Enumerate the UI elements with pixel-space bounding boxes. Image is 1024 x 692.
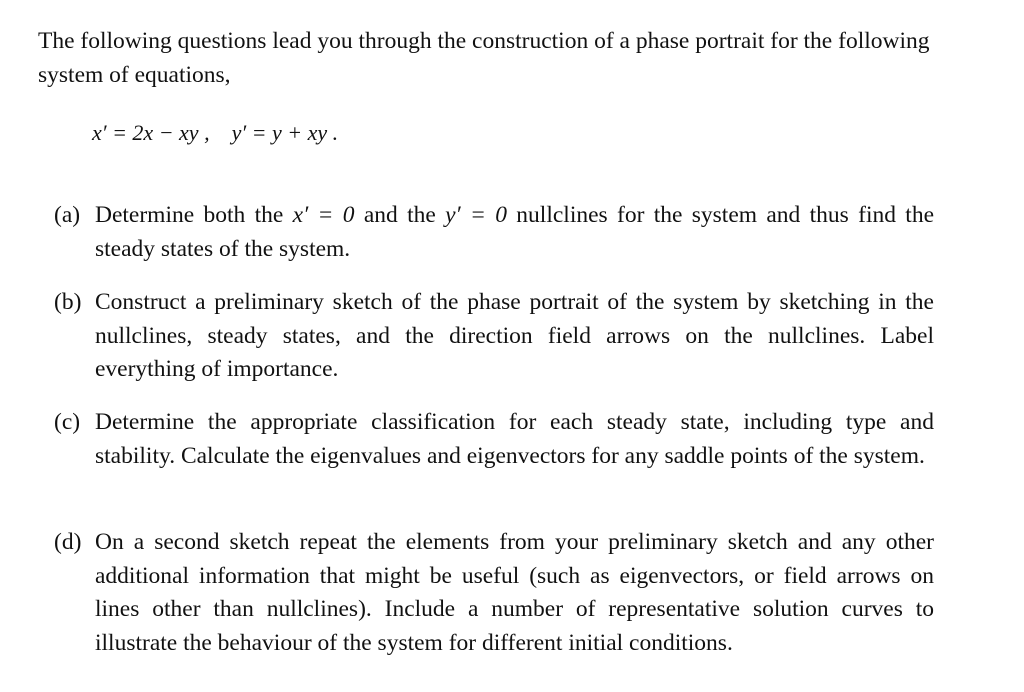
question-c [54,406,934,473]
math-x-prime-zero: x′ = 0 [292,202,355,228]
question-d-label: (d) [54,529,82,555]
question-c-text: Determine the appropriate classification for each steady state, including type and stability. Calculate the eigenvalues and eigenvectors for any saddle points of the system. [95,409,934,469]
question-a-text-part: nullclines for the system and thus find the steady states of the system. [95,202,935,262]
question-a-text [95,199,934,266]
equation-y-rhs: = y + xy . [251,120,339,145]
question-b-label: (b) [54,289,82,315]
question-b [54,286,934,387]
question-d-text: On a second sketch repeat the elements from your preliminary sketch and any other additional information that might be useful (such as eigenvectors, or field arrows on lines other than nullclines). Include a number of representative solution curves to illustrate the behaviour of the system for different initial conditions. [95,529,934,656]
intro-paragraph: The following questions lead you through the construction of a phase portrait for the following system of equations, [38,28,930,88]
question-c-label: (c) [54,409,81,435]
math-y-prime-zero: y′ = 0 [445,202,507,228]
equation-x-lhs: x′ [92,120,107,145]
question-a-label: (a) [54,202,81,228]
question-d [54,526,934,660]
question-a [54,199,934,266]
equation-x-rhs: = 2x − xy , [112,120,210,145]
question-a-text-part: and the [354,202,446,228]
equation-y-lhs: y′ [231,120,247,145]
question-a-text-part: Determine both the [95,202,293,228]
system-equations [92,116,338,150]
question-b-text: Construct a preliminary sketch of the phase portrait of the system by sketching in the nullclines, steady states, and the direction field arrows on the nullclines. Label everything of importance. [95,289,934,382]
